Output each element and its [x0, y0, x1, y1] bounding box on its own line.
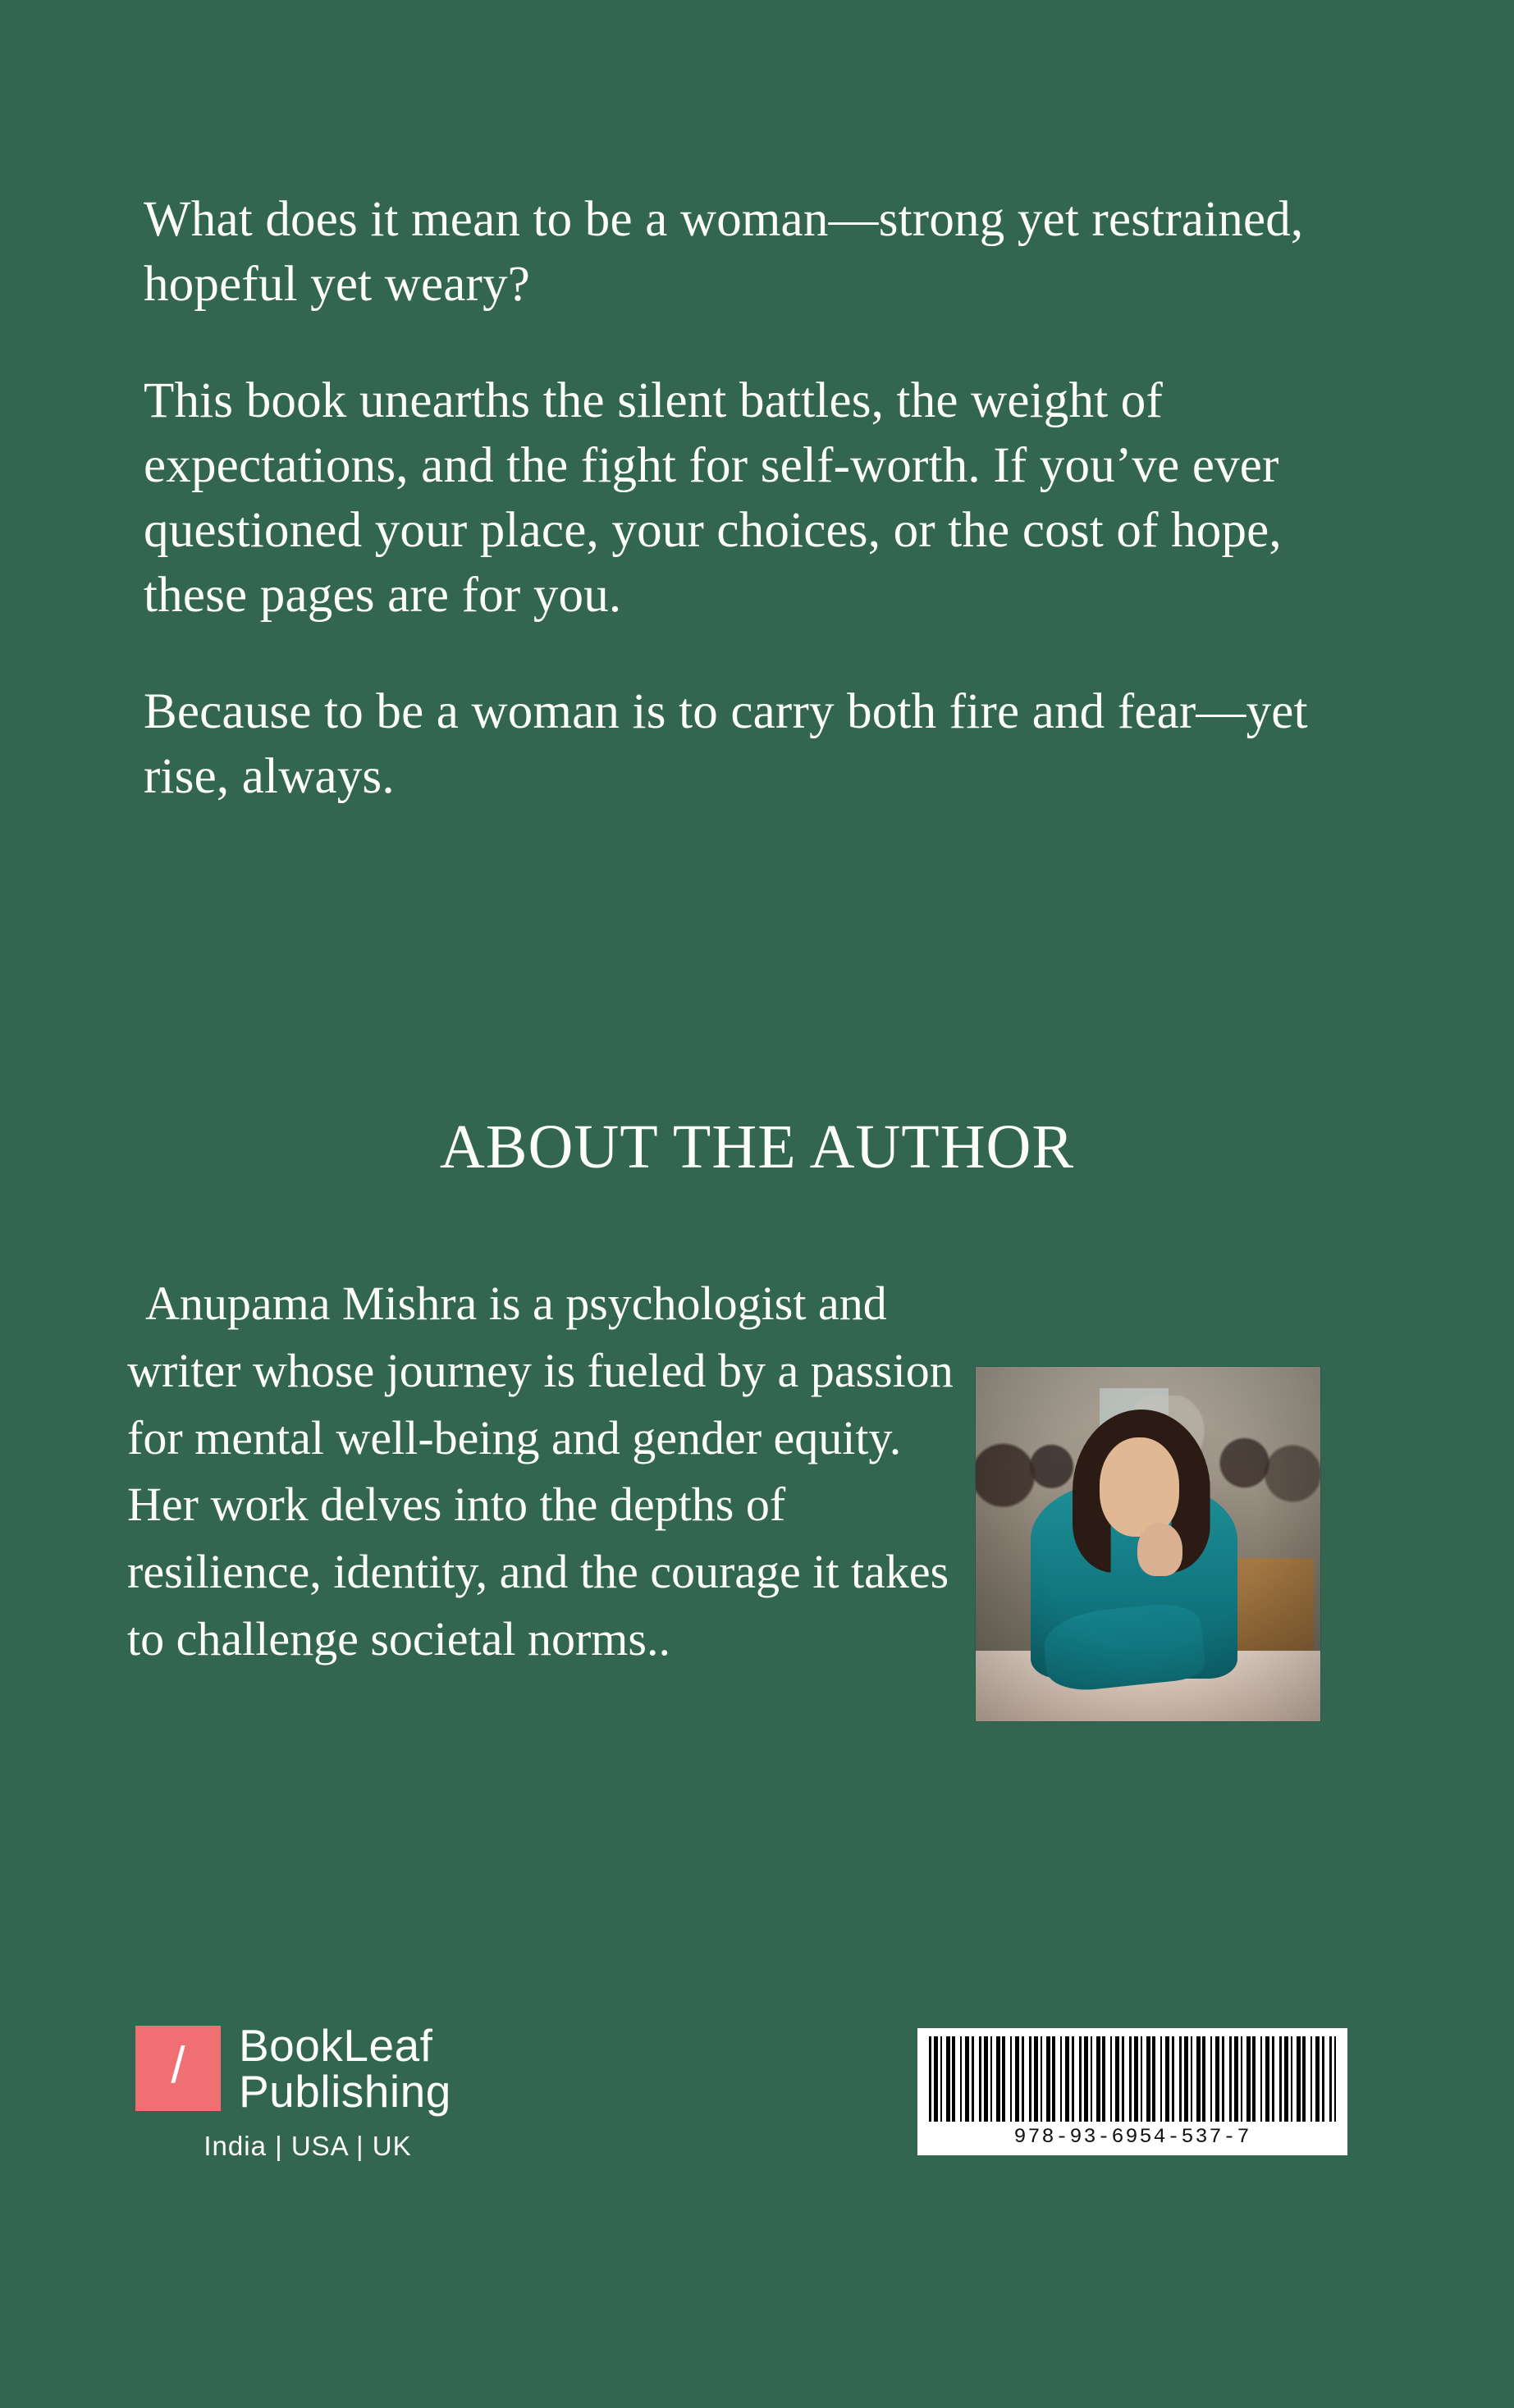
author-bio-text: Anupama Mishra is a psychologist and writer whose journey is fueled by a passion for mental well-being and gender equity. Her work delves into the depths of resilience, identity, and the courage it takes to challenge societal norms.. — [127, 1277, 954, 1665]
isbn-barcode — [917, 2028, 1347, 2155]
publisher-name-line1: BookLeaf — [239, 2020, 433, 2071]
blurb-section — [144, 187, 1383, 860]
publisher-regions: India | USA | UK — [204, 2131, 412, 2162]
author-photo — [975, 1366, 1321, 1722]
blurb-paragraph-3: Because to be a woman is to carry both fire and fear—yet rise, always. — [144, 683, 1308, 805]
publisher-name-line2: Publishing — [239, 2066, 451, 2118]
publisher-logo-block — [135, 2022, 562, 2162]
publisher-logo-row — [135, 2020, 562, 2118]
bookleaf-slash-glyph: / — [171, 2037, 185, 2095]
publisher-name — [239, 2020, 451, 2118]
blurb-paragraph-2: This book unearths the silent battles, the weight of expectations, and the fight for self-worth. If you’ve ever questioned your place, your choices, or the cost of hope, these pages are for you. — [144, 372, 1282, 624]
blurb-paragraph-1: What does it mean to be a woman—strong yet restrained, hopeful yet weary? — [144, 192, 1304, 313]
bookleaf-slash-icon — [135, 2026, 221, 2111]
author-bio-block — [127, 1270, 956, 1673]
about-the-author-heading: ABOUT THE AUTHOR — [439, 1113, 1075, 1181]
barcode-bars — [929, 2036, 1336, 2122]
photo-vignette — [976, 1367, 1320, 1721]
isbn-number: 978-93-6954-537-7 — [1013, 2125, 1251, 2149]
